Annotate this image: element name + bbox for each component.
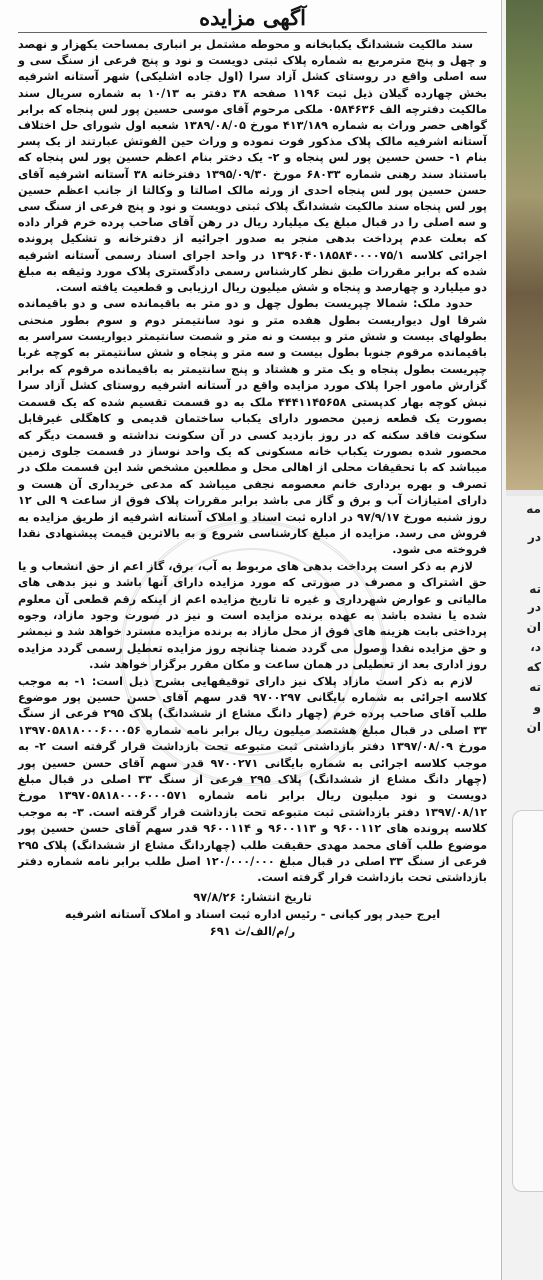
adjacent-box: [512, 810, 543, 1192]
side-fragment: ان: [526, 720, 541, 734]
notice-footer: [18, 889, 487, 940]
adjacent-column: [502, 0, 543, 1280]
adjacent-photo: [506, 0, 543, 490]
photo-caption-strip: [506, 490, 543, 496]
side-fragment: د،: [530, 640, 541, 654]
publish-date: تاریخ انتشار: ۹۷/۸/۲۶: [193, 889, 312, 904]
reference-code: ر/م/الف/ث ۶۹۱: [209, 923, 296, 938]
paragraph-boundaries: حدود ملک: شمالا چپریست بطول چهل و دو متر به باقیمانده سی و دو باقیمانده شرقا اول دیواریست بطول هفده متر و نود سانتیمتر دوم و سوم بطور منحنی بطولهای بیست و شش متر و بیست و نه متر و شصت سانتیمتر دیواریست سراسر به باقیمانده مرقوم جنوبا بطول بیست و سه متر و پنجاه و شش سانتیمتر به کوچه غربا چپریست بطول پنجاه و یک متر و هشتاد و پنج سانتیمتر به باقیمانده مرقوم که برابر گزارش مامور اجرا پلاک مورد مزایده واقع در آستانه اشرفیه روستای کشل آزاد سرا نبش کوچه بهار کدپستی ۴۴۴۱۱۴۵۶۵۸ ملک به دو قسمت تقسیم شده که یک قسمت بصورت یک قطعه زمین محصور دارای یکباب ساختمان قدیمی و کاهگلی غیرقابل سکونت فاقد سکنه که در روز بازدید کسی در آن سکونت نداشته و قسمت دیگر که محصور شده بصورت یکباب خانه مسکونی که یک واحد نوساز در قسمت جلوی زمین میباشد که با تحقیقات محلی از اهالی محل و مطلعین مشخص شد این قسمت ملک در تصرف و بهره برداری خانم معصومه نجفی میباشد که مدعی خریداری آن هست و دارای امتیازات آب و برق و گاز می باشد برابر مقررات پلاک فوق از ساعت ۹ الی ۱۲ روز شنبه مورخ ۹۷/۹/۱۷ در اداره ثبت اسناد و املاک آستانه اشرفیه از طریق مزایده به فروش می رسد. مزایده از مبلغ کارشناسی شروع و به بالاترین قیمت پیشنهادی نقدا فروخته می شود.: [18, 297, 488, 557]
signature-line: ایرج حیدر پور کیانی - رئیس اداره ثبت اسناد و املاک آستانه اشرفیه: [64, 906, 441, 921]
notice-title: آگهی مزایده: [18, 4, 487, 33]
paragraph-property-description: سند مالکیت ششدانگ یکبابخانه و محوطه مشتمل بر انباری بمساحت یکهزار و نهصد و چهل و پنج مترمربع به شماره پلاک ثبتی دویست و نود و پنج فرعی از سنگ سی و سه اصلی واقع در روستای کشل آزاد سرا (اول جاده اشلیکی) شهر آستانه اشرفیه بخش چهارده گیلان ذیل ثبت ۱۱۹۶ صفحه ۳۸ دفتر به ۱۰/۱۳ به شماره سریال سند مالکیت دفترچه الف ۰۵۸۴۶۳۶ ملکی مرحوم آقای موسی حسین پور لس پنجاه که برابر گواهی حصر وراث به شماره ۴۱۳/۱۸۹ مورخ ۱۳۸۹/۰۸/۰۵ شعبه اول شورای حل اختلاف آستانه اشرفیه مالک پلاک مذکور فوت نموده و وراث حین الفوتش عبارتند از یک پسر بنام ۱- حسن حسین پور لس پنجاه و ۲- یک دختر بنام اعظم حسین پور لس پنجاه که باستناد سند رهنی شماره ۶۸۰۳۳ مورخ ۱۳۹۵/۰۹/۳۰ دفترخانه ۳۸ آستانه اشرفیه آقای حسن حسین پور لس پنجاه احدی از ورثه مالک اصالتا و وکالتا از جانب اعظم حسین پور لس پنجاه سند مالکیت ششدانگ پلاک ثبتی دویست و نود و پنج فرعی از سنگ سی و سه اصلی را در قبال مبلغ یک میلیارد ریال در رهن آقای صاحب پرده خرم قرار داده که بعلت عدم پرداخت بدهی منجر به صدور اجرائیه از دفترخانه و تشکیل پرونده اجرائی کلاسه ۱۳۹۶۰۴۰۱۸۵۸۴۰۰۰۰۷۵/۱ در واحد اجرای اسناد رسمی آستانه اشرفیه شده که برابر مقررات طبق نظر کارشناس رسمی دادگستری پلاک مورد وثیقه به مبلغ دو میلیارد و چهارصد و پنجاه و شش میلیون ریال ارزیابی و قطعیت یافته است.: [18, 38, 488, 295]
paragraph-seizures: لازم به ذکر است مازاد پلاک نیز دارای توقیفهایی بشرح ذیل است: ۱- به موجب کلاسه اجرائی به شماره بایگانی ۹۷۰۰۲۹۷ قدر سهم آقای حسن حسین پور موضوع طلب آقای صاحب پرده خرم (چهار دانگ مشاع از ششدانگ) پلاک ۲۹۵ فرعی از سنگ ۳۳ اصلی در قبال مبلغ هشتصد میلیون ریال برابر نامه شماره ۱۳۹۷۰۵۸۱۸۰۰۰۶۰۰۰۵۶ مورخ ۱۳۹۷/۰۸/۰۹ دفتر بازداشتی ثبت متبوعه تحت بازداشت قرار گرفته است ۲- به موجب کلاسه اجرائی به شماره بایگانی ۹۷۰۰۲۷۱ قدر سهم آقای حسن حسین پور (چهار دانگ مشاع از ششدانگ) پلاک ۲۹۵ فرعی از سنگ ۳۳ اصلی در قبال مبلغ دویست و نود میلیون ریال برابر نامه شماره ۱۳۹۷۰۵۸۱۸۰۰۰۶۰۰۰۵۷۱ مورخ ۱۳۹۷/۰۸/۱۲ دفتر بازداشتی ثبت متبوعه تحت بازداشت قرار گرفته است. ۳- به موجب کلاسه پرونده های ۹۶۰۰۱۱۲ و ۹۶۰۰۱۱۳ و ۹۶۰۰۱۱۴ قدر سهم آقای حسن حسین پور موضوع طلب آقای محمد مهدی حقیقت طلب (چهاردانگ مشاع از ششدانگ) پلاک ۲۹۵ فرعی از سنگ ۳۳ اصلی در قبال مبلغ ۱۲۰/۰۰۰/۰۰۰ اصل طلب برابر نامه شماره دفتر بازداشتی تحت بازداشت قرار گرفته است.: [18, 674, 488, 885]
side-fragment: و: [533, 700, 541, 714]
side-fragment: ته: [529, 582, 541, 596]
side-fragment: که: [526, 660, 541, 674]
side-fragment: در: [527, 530, 541, 544]
side-fragment: ته: [529, 680, 541, 694]
side-fragment: مه: [526, 502, 541, 516]
side-fragment: در: [527, 600, 541, 614]
paragraph-debts: لازم به ذکر است پرداخت بدهی های مربوط به آب، برق، گاز اعم از حق انشعاب و یا حق اشتراک و مصرف در صورتی که مورد مزایده دارای آنها باشد و نیز بدهی های مالیاتی و عوارض شهرداری و غیره تا تاریخ مزایده اعم از اینکه رقم قطعی آن معلوم شده یا نشده باشد به عهده برنده مزایده است و نیز در صورت وجود مازاد، وجوه پرداختی بابت هزینه های فوق از محل مازاد به برنده مزایده مسترد خواهد شد و نیمشر و حق مزایده نقدا وصول می گردد ضمنا چنانچه روز مزایده تعطیل رسمی گردد مزایده روز اداری بعد از تعطیلی در همان ساعت و مکان مقرر برگزار خواهد شد.: [18, 559, 487, 672]
side-fragment: ان: [526, 620, 541, 634]
